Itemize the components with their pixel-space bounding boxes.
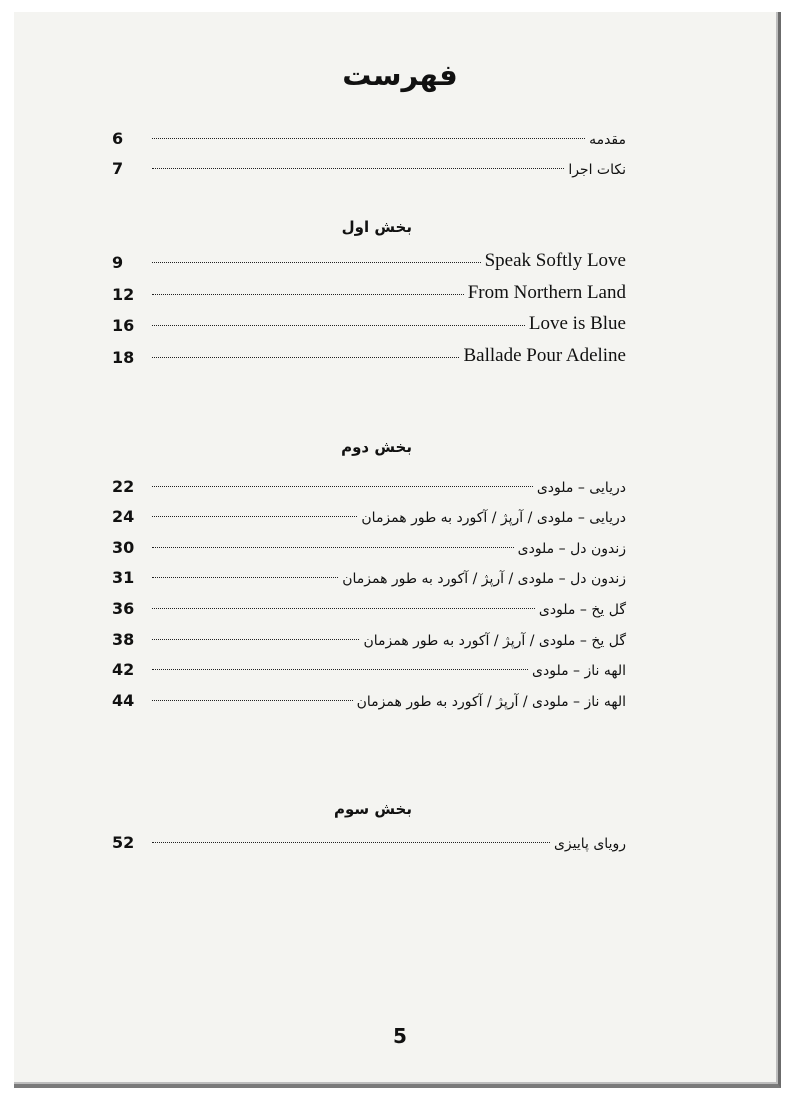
toc-entry[interactable] (0, 242, 800, 272)
toc-entry-leader (152, 339, 626, 367)
toc-entry-page: 6 (112, 129, 124, 148)
toc-entry-leader (152, 682, 626, 710)
toc-entry-leader (152, 307, 626, 335)
toc-entry-leader (152, 529, 626, 557)
dot-leader (152, 356, 459, 358)
toc-entry-leader (152, 559, 626, 587)
toc-entry[interactable] (0, 148, 800, 178)
toc-entry-label: Speak Softly Love (484, 250, 626, 271)
toc-entry-page: 42 (112, 660, 135, 679)
toc-entry-label: گل یخ – ملودی / آرپژ / آکورد به طور همزمان (363, 633, 626, 649)
toc-entry-leader (152, 120, 626, 148)
toc-entry-page: 31 (112, 568, 135, 587)
toc-entry-leader (152, 590, 626, 618)
toc-entry-label: مقدمه (589, 132, 626, 148)
toc-entry-page: 38 (112, 630, 135, 649)
toc-entry[interactable] (0, 557, 800, 587)
toc-entry[interactable] (0, 466, 800, 496)
dot-leader (152, 515, 357, 517)
toc-entry-label: Ballade Pour Adeline (463, 345, 626, 366)
section-heading: بخش سوم (333, 800, 412, 818)
page-number: 5 (393, 1024, 407, 1048)
toc-entry[interactable] (0, 619, 800, 649)
dot-leader (152, 324, 525, 326)
toc-title: فهرست (342, 58, 458, 92)
toc-entry[interactable] (0, 680, 800, 710)
toc-entry-page: 18 (112, 348, 135, 367)
toc-entry-leader (152, 276, 626, 304)
toc-entry-page: 7 (112, 159, 124, 178)
toc-entry[interactable] (0, 305, 800, 335)
dot-leader (152, 576, 338, 578)
toc-entry[interactable] (0, 496, 800, 526)
toc-entry-leader (152, 468, 626, 496)
dot-leader (152, 546, 514, 548)
toc-entry[interactable] (0, 337, 800, 367)
toc-entry[interactable] (0, 118, 800, 148)
toc-entry-label: زندون دل – ملودی (517, 541, 626, 557)
toc-entry-leader (152, 244, 626, 272)
toc-entry-label: رویای پاییزی (553, 836, 626, 852)
toc-entry-page: 9 (112, 253, 124, 272)
toc-entry-label: زندون دل – ملودی / آرپژ / آکورد به طور همزمان (342, 571, 626, 587)
section-heading: بخش دوم (341, 438, 412, 456)
toc-entry[interactable] (0, 649, 800, 679)
toc-entry-page: 52 (112, 833, 135, 852)
toc-entry-page: 44 (112, 691, 135, 710)
toc-entry[interactable] (0, 527, 800, 557)
toc-entry-label: Love is Blue (528, 313, 626, 334)
toc-entry-label: الهه ناز – ملودی (532, 663, 626, 679)
toc-entry-label: نکات اجرا (568, 162, 626, 178)
dot-leader (152, 841, 550, 843)
toc-entry-label: From Northern Land (467, 282, 626, 303)
dot-leader (152, 485, 533, 487)
dot-leader (152, 293, 464, 295)
dot-leader (152, 607, 535, 609)
toc-entry-leader (152, 150, 626, 178)
toc-entry-page: 16 (112, 316, 135, 335)
toc-entry[interactable] (0, 822, 800, 852)
dot-leader (152, 638, 359, 640)
toc-entry-page: 30 (112, 538, 135, 557)
dot-leader (152, 699, 353, 701)
toc-entry[interactable] (0, 588, 800, 618)
toc-entry-page: 24 (112, 507, 135, 526)
toc-entry-page: 36 (112, 599, 135, 618)
toc-entry-leader (152, 621, 626, 649)
toc-entry-label: دریایی – ملودی / آرپژ / آکورد به طور همزمان (361, 510, 626, 526)
toc-entry-page: 12 (112, 285, 135, 304)
toc-entry-leader (152, 824, 626, 852)
toc-entry-label: گل یخ – ملودی (538, 602, 626, 618)
toc-entry-label: الهه ناز – ملودی / آرپژ / آکورد به طور همزمان (356, 694, 626, 710)
toc-entry-leader (152, 498, 626, 526)
toc-entry-label: دریایی – ملودی (536, 480, 626, 496)
section-heading: بخش اول (341, 218, 412, 236)
toc-entry[interactable] (0, 274, 800, 304)
toc-entry-page: 22 (112, 477, 135, 496)
toc-entry-leader (152, 651, 626, 679)
dot-leader (152, 668, 528, 670)
dot-leader (152, 261, 481, 263)
dot-leader (152, 167, 564, 169)
dot-leader (152, 137, 585, 139)
